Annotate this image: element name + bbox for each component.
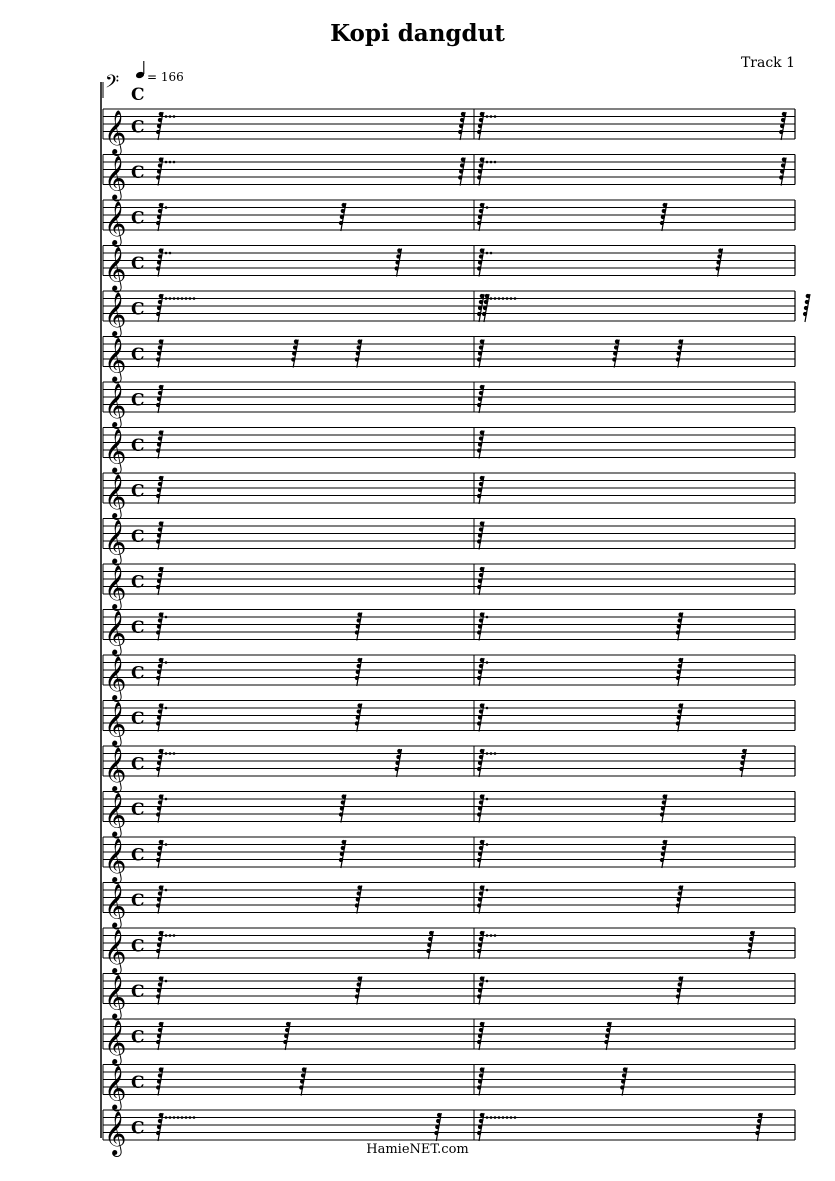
augmentation-dot xyxy=(185,297,188,300)
augmentation-dot xyxy=(165,297,168,300)
augmentation-dot xyxy=(506,1116,509,1119)
augmentation-dot xyxy=(169,752,172,755)
time-signature-common: C xyxy=(131,845,145,866)
time-signature-common: C xyxy=(131,1118,145,1139)
augmentation-dot xyxy=(165,661,168,664)
augmentation-dot xyxy=(486,115,489,118)
augmentation-dot xyxy=(189,1116,192,1119)
time-signature-common: C xyxy=(131,345,145,365)
staff xyxy=(103,610,795,657)
treble-clef-icon: 𝄞 xyxy=(104,656,127,700)
tempo-text: = 166 xyxy=(147,70,184,84)
treble-clef-icon: 𝄞 xyxy=(104,974,127,1019)
augmentation-dot xyxy=(165,752,168,755)
augmentation-dot xyxy=(173,752,176,755)
augmentation-dot xyxy=(514,297,517,300)
augmentation-dot xyxy=(165,161,168,164)
augmentation-dot xyxy=(486,1116,489,1119)
augmentation-dot xyxy=(486,616,489,619)
treble-clef-icon: 𝄞 xyxy=(104,474,127,518)
time-signature-common: C xyxy=(131,299,145,320)
staff xyxy=(103,655,795,702)
treble-clef-icon: 𝄞 xyxy=(104,155,127,200)
augmentation-dot xyxy=(490,934,493,937)
staff xyxy=(103,337,795,384)
staff xyxy=(103,428,795,475)
augmentation-dot xyxy=(502,1116,505,1119)
time-signature-common: C xyxy=(131,891,145,911)
augmentation-dot xyxy=(185,1116,188,1119)
augmentation-dot xyxy=(494,297,497,300)
time-signature-common: C xyxy=(131,254,145,274)
treble-clef-icon: 𝄞 xyxy=(104,701,127,746)
staff xyxy=(103,928,795,975)
augmentation-dot xyxy=(177,297,180,300)
treble-clef-icon: 𝄞 xyxy=(104,747,127,791)
augmentation-dot xyxy=(486,206,489,209)
time-signature-common: C xyxy=(131,85,145,105)
score-title: Kopi dangdut xyxy=(330,20,505,47)
augmentation-dot xyxy=(486,661,489,664)
time-signature-common: C xyxy=(131,572,145,593)
staff xyxy=(103,200,795,247)
augmentation-dot xyxy=(193,1116,196,1119)
augmentation-dot xyxy=(486,707,489,710)
time-signature-common: C xyxy=(131,163,145,183)
augmentation-dot xyxy=(169,934,172,937)
treble-clef-icon: 𝄞 xyxy=(104,337,127,382)
augmentation-dot xyxy=(486,934,489,937)
augmentation-dot xyxy=(494,752,497,755)
time-signature-common: C xyxy=(131,481,145,502)
time-signature-common: C xyxy=(131,936,145,957)
time-signature-common: C xyxy=(131,1073,145,1093)
staff xyxy=(103,291,810,338)
augmentation-dot xyxy=(494,161,497,164)
augmentation-dot xyxy=(165,206,168,209)
treble-clef-icon: 𝄞 xyxy=(104,929,127,973)
augmentation-dot xyxy=(494,1116,497,1119)
augmentation-dot xyxy=(165,934,168,937)
treble-clef-icon: 𝄞 xyxy=(104,428,127,473)
augmentation-dot xyxy=(486,889,489,892)
staff xyxy=(103,473,795,520)
augmentation-dot xyxy=(177,1116,180,1119)
augmentation-dot xyxy=(169,115,172,118)
augmentation-dot xyxy=(193,297,196,300)
augmentation-dot xyxy=(165,843,168,846)
staff xyxy=(103,564,795,611)
time-signature-common: C xyxy=(131,800,145,820)
staff xyxy=(103,837,795,884)
staff xyxy=(103,746,795,793)
treble-clef-icon: 𝄞 xyxy=(104,1020,127,1064)
time-signature-common: C xyxy=(131,663,145,684)
staff xyxy=(103,519,795,566)
augmentation-dot xyxy=(165,889,168,892)
augmentation-dot xyxy=(173,1116,176,1119)
staff-group xyxy=(103,109,810,1157)
treble-clef-icon: 𝄞 xyxy=(104,246,127,291)
augmentation-dot xyxy=(165,980,168,983)
time-signature-common: C xyxy=(131,754,145,775)
augmentation-dot xyxy=(490,115,493,118)
augmentation-dot xyxy=(510,1116,513,1119)
treble-clef-icon: 𝄞 xyxy=(104,792,127,837)
bass-clef-icon: 𝄢 xyxy=(105,72,120,97)
tempo-marking xyxy=(135,61,184,84)
bass-staff xyxy=(103,61,184,105)
augmentation-dot xyxy=(173,115,176,118)
augmentation-dot xyxy=(173,934,176,937)
treble-clef-icon: 𝄞 xyxy=(104,883,127,928)
time-signature-common: C xyxy=(131,117,145,138)
treble-clef-icon: 𝄞 xyxy=(104,565,127,609)
time-signature-common: C xyxy=(131,1027,145,1048)
staff xyxy=(103,109,795,156)
augmentation-dot xyxy=(494,934,497,937)
augmentation-dot xyxy=(169,1116,172,1119)
staff xyxy=(103,792,795,839)
staff xyxy=(103,883,795,930)
treble-clef-icon: 𝄞 xyxy=(104,110,127,154)
staff xyxy=(103,382,795,429)
treble-clef-icon: 𝄞 xyxy=(104,201,127,245)
augmentation-dot xyxy=(494,115,497,118)
treble-clef-icon: 𝄞 xyxy=(104,519,127,564)
time-signature-common: C xyxy=(131,527,145,547)
rest-glyph xyxy=(803,294,810,322)
augmentation-dot xyxy=(486,980,489,983)
augmentation-dot xyxy=(498,297,501,300)
time-signature-common: C xyxy=(131,436,145,456)
augmentation-dot xyxy=(490,297,493,300)
time-signature-common: C xyxy=(131,618,145,638)
augmentation-dot xyxy=(189,297,192,300)
staff xyxy=(103,1065,795,1112)
treble-clef-icon: 𝄞 xyxy=(104,1111,127,1155)
augmentation-dot xyxy=(165,252,168,255)
staff xyxy=(103,974,795,1021)
augmentation-dot xyxy=(165,616,168,619)
augmentation-dot xyxy=(510,297,513,300)
augmentation-dot xyxy=(486,752,489,755)
augmentation-dot xyxy=(486,297,489,300)
treble-clef-icon: 𝄞 xyxy=(104,1065,127,1110)
time-signature-common: C xyxy=(131,208,145,229)
augmentation-dot xyxy=(502,297,505,300)
time-signature-common: C xyxy=(131,709,145,729)
augmentation-dot xyxy=(165,707,168,710)
staff xyxy=(103,246,795,293)
augmentation-dot xyxy=(173,161,176,164)
augmentation-dot xyxy=(490,161,493,164)
augmentation-dot xyxy=(490,752,493,755)
augmentation-dot xyxy=(486,798,489,801)
augmentation-dot xyxy=(490,252,493,255)
augmentation-dot xyxy=(169,252,172,255)
augmentation-dot xyxy=(486,843,489,846)
treble-clef-icon: 𝄞 xyxy=(104,383,127,427)
augmentation-dot xyxy=(490,1116,493,1119)
treble-clef-icon: 𝄞 xyxy=(104,292,127,336)
augmentation-dot xyxy=(498,1116,501,1119)
augmentation-dot xyxy=(165,1116,168,1119)
time-signature-common: C xyxy=(131,982,145,1002)
staff xyxy=(103,1019,795,1066)
augmentation-dot xyxy=(486,252,489,255)
treble-clef-icon: 𝄞 xyxy=(104,838,127,882)
augmentation-dot xyxy=(181,1116,184,1119)
time-signature-common: C xyxy=(131,390,145,411)
treble-clef-icon: 𝄞 xyxy=(104,610,127,655)
staff xyxy=(103,155,795,202)
augmentation-dot xyxy=(173,297,176,300)
track-label: Track 1 xyxy=(740,55,795,71)
augmentation-dot xyxy=(506,297,509,300)
staff xyxy=(103,701,795,748)
augmentation-dot xyxy=(165,798,168,801)
augmentation-dot xyxy=(169,161,172,164)
footer-credit: HamieNET.com xyxy=(366,1142,469,1157)
augmentation-dot xyxy=(169,297,172,300)
augmentation-dot xyxy=(514,1116,517,1119)
augmentation-dot xyxy=(486,161,489,164)
augmentation-dot xyxy=(181,297,184,300)
augmentation-dot xyxy=(165,115,168,118)
